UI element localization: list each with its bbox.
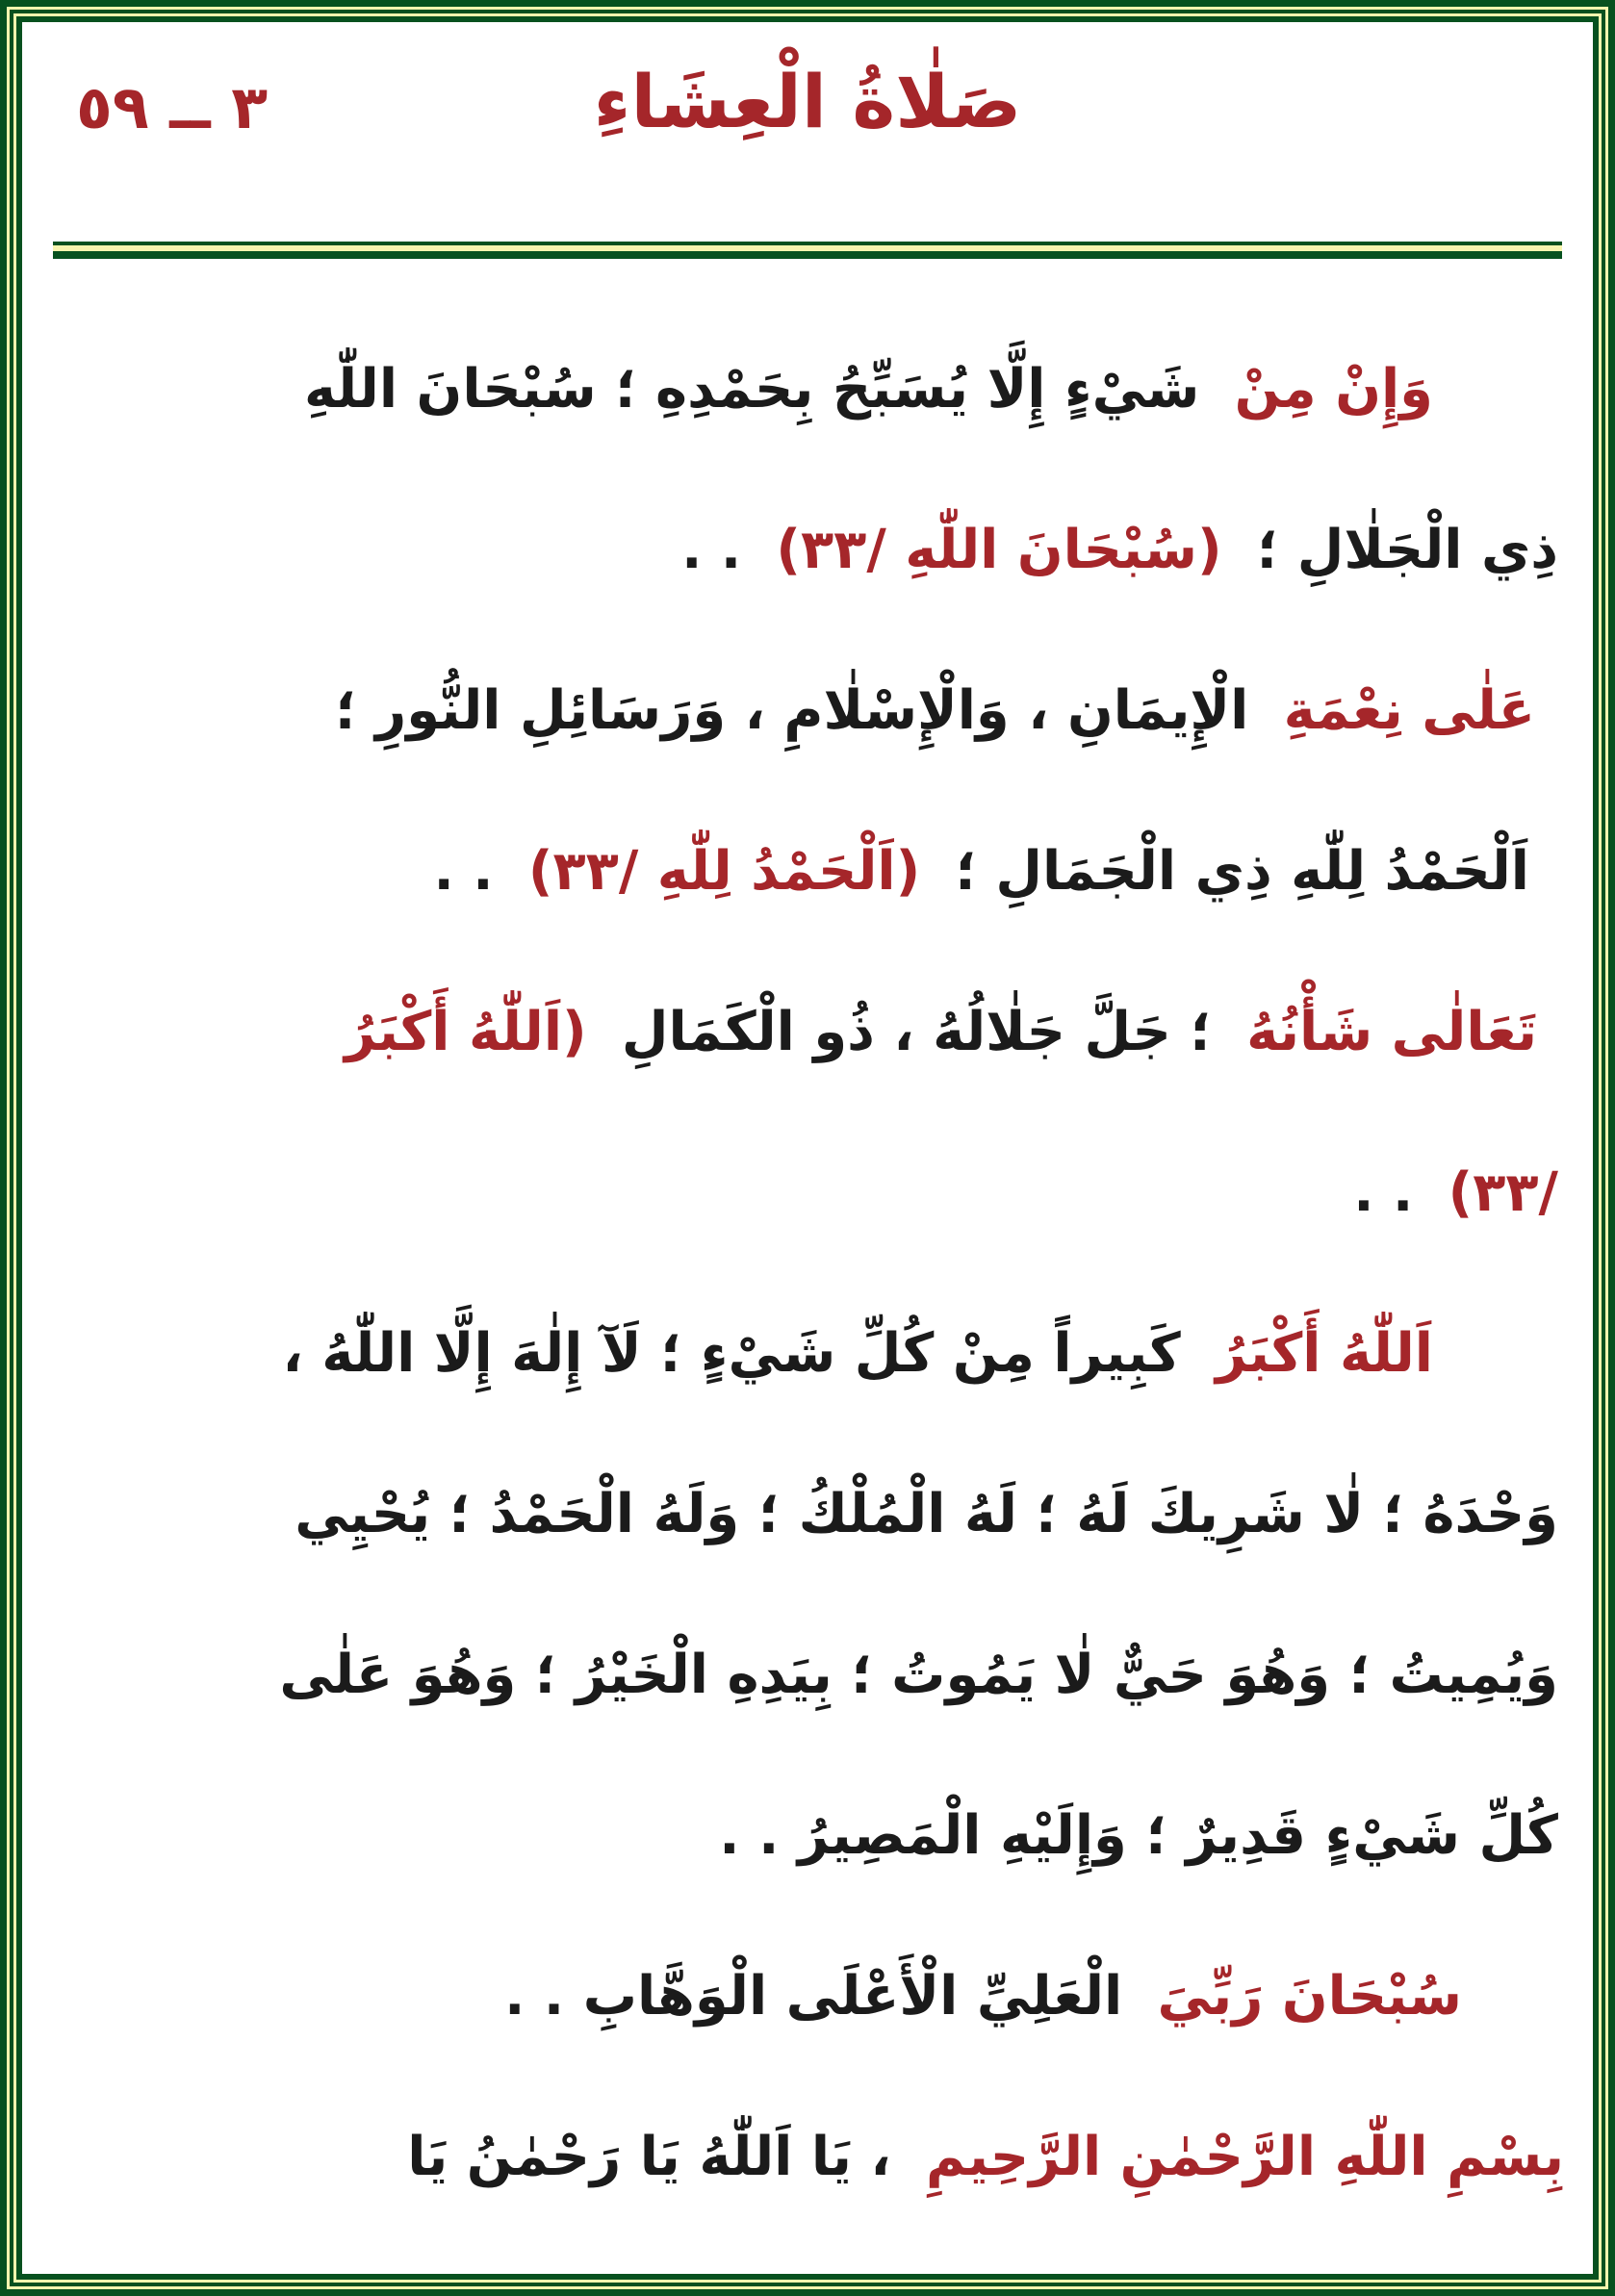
text-segment: . .: [681, 519, 742, 581]
page-header: [49, 22, 1566, 242]
text-segment: شَيْءٍ إِلَّا يُسَبِّحُ بِحَمْدِهِ ؛ سُبْحَانَ اللّٰهِ: [303, 358, 1200, 421]
text-line: [49, 1755, 1566, 1916]
text-segment: وَحْدَهُ ؛ لٰا شَرِيكَ لَهُ ؛ لَهُ الْمُلْكُ ؛ وَلَهُ الْحَمْدُ ؛ يُحْيِي: [295, 1483, 1558, 1545]
text-segment: . .: [1353, 1161, 1414, 1224]
text-segment: وَيُمِيتُ ؛ وَهُوَ حَيٌّ لٰا يَمُوتُ ؛ بِيَدِهِ الْخَيْرُ ؛ وَهُوَ عَلٰى: [279, 1644, 1558, 1706]
text-line: [49, 1916, 1566, 2077]
text-line: [49, 1273, 1566, 1434]
text-segment: (سُبْحَانَ اللّٰهِ /٣٣): [776, 519, 1222, 581]
page-frame-mid: [10, 10, 1605, 2286]
text-line: [49, 630, 1566, 791]
text-segment: كَبِيراً مِنْ كُلِّ شَيْءٍ ؛ لَآ إِلٰهَ إِلَّا اللّٰهُ ،: [282, 1322, 1181, 1385]
text-line: [49, 1112, 1566, 1273]
prayer-text-block: [49, 309, 1566, 2237]
text-line: [49, 1434, 1566, 1594]
text-segment: تَعَالٰى شَأْنُهُ: [1246, 1001, 1537, 1063]
text-segment: الْإِيمَانِ ، وَالْإِسْلٰامِ ، وَرَسَائِلِ النُّورِ ؛: [335, 679, 1249, 742]
header-divider-rule: [53, 242, 1562, 259]
page-content: [22, 22, 1593, 2274]
page-numbers: ٣ ــ ٥٩: [76, 72, 269, 142]
text-line: [49, 791, 1566, 952]
text-segment: ؛ جَلَّ جَلٰالُهُ ، ذُو الْكَمَالِ: [621, 1001, 1212, 1063]
text-segment: اَللّٰهُ أَكْبَرُ: [1216, 1322, 1433, 1385]
text-segment: (اَللّٰهُ أَكْبَرُ: [345, 1001, 587, 1063]
text-segment: وَإِنْ مِنْ: [1234, 358, 1433, 421]
text-line: [49, 2077, 1566, 2237]
text-segment: . .: [433, 840, 494, 903]
text-line: [49, 952, 1566, 1112]
page-frame-cream-line-1: [7, 7, 1608, 2289]
page-frame-inner: [16, 16, 1599, 2280]
text-segment: /٣٣): [1448, 1161, 1558, 1224]
page-frame-cream-line-2: [13, 13, 1602, 2283]
text-segment: ذِي الْجَلٰالِ ؛: [1256, 519, 1558, 581]
text-segment: الْعَلِيِّ الْأَعْلَى الْوَهَّابِ . .: [504, 1965, 1123, 2028]
text-segment: ، يَا اَللّٰهُ يَا رَحْمٰنُ يَا: [407, 2126, 891, 2188]
text-line: [49, 1594, 1566, 1755]
text-segment: (اَلْحَمْدُ لِلّٰهِ /٣٣): [527, 840, 921, 903]
page-title: صَلٰاةُ الْعِشَاءِ: [593, 59, 1022, 144]
text-segment: عَلٰى نِعْمَةِ: [1283, 679, 1535, 742]
text-segment: اَلْحَمْدُ لِلّٰهِ ذِي الْجَمَالِ ؛: [955, 840, 1529, 903]
text-segment: كُلِّ شَيْءٍ قَدِيرٌ ؛ وَإِلَيْهِ الْمَصِيرُ . .: [719, 1804, 1558, 1867]
text-line: [49, 470, 1566, 630]
text-segment: بِسْمِ اللّٰهِ الرَّحْمٰنِ الرَّحِيمِ: [925, 2126, 1564, 2188]
text-segment: سُبْحَانَ رَبِّيَ: [1157, 1965, 1462, 2028]
text-line: [49, 309, 1566, 470]
